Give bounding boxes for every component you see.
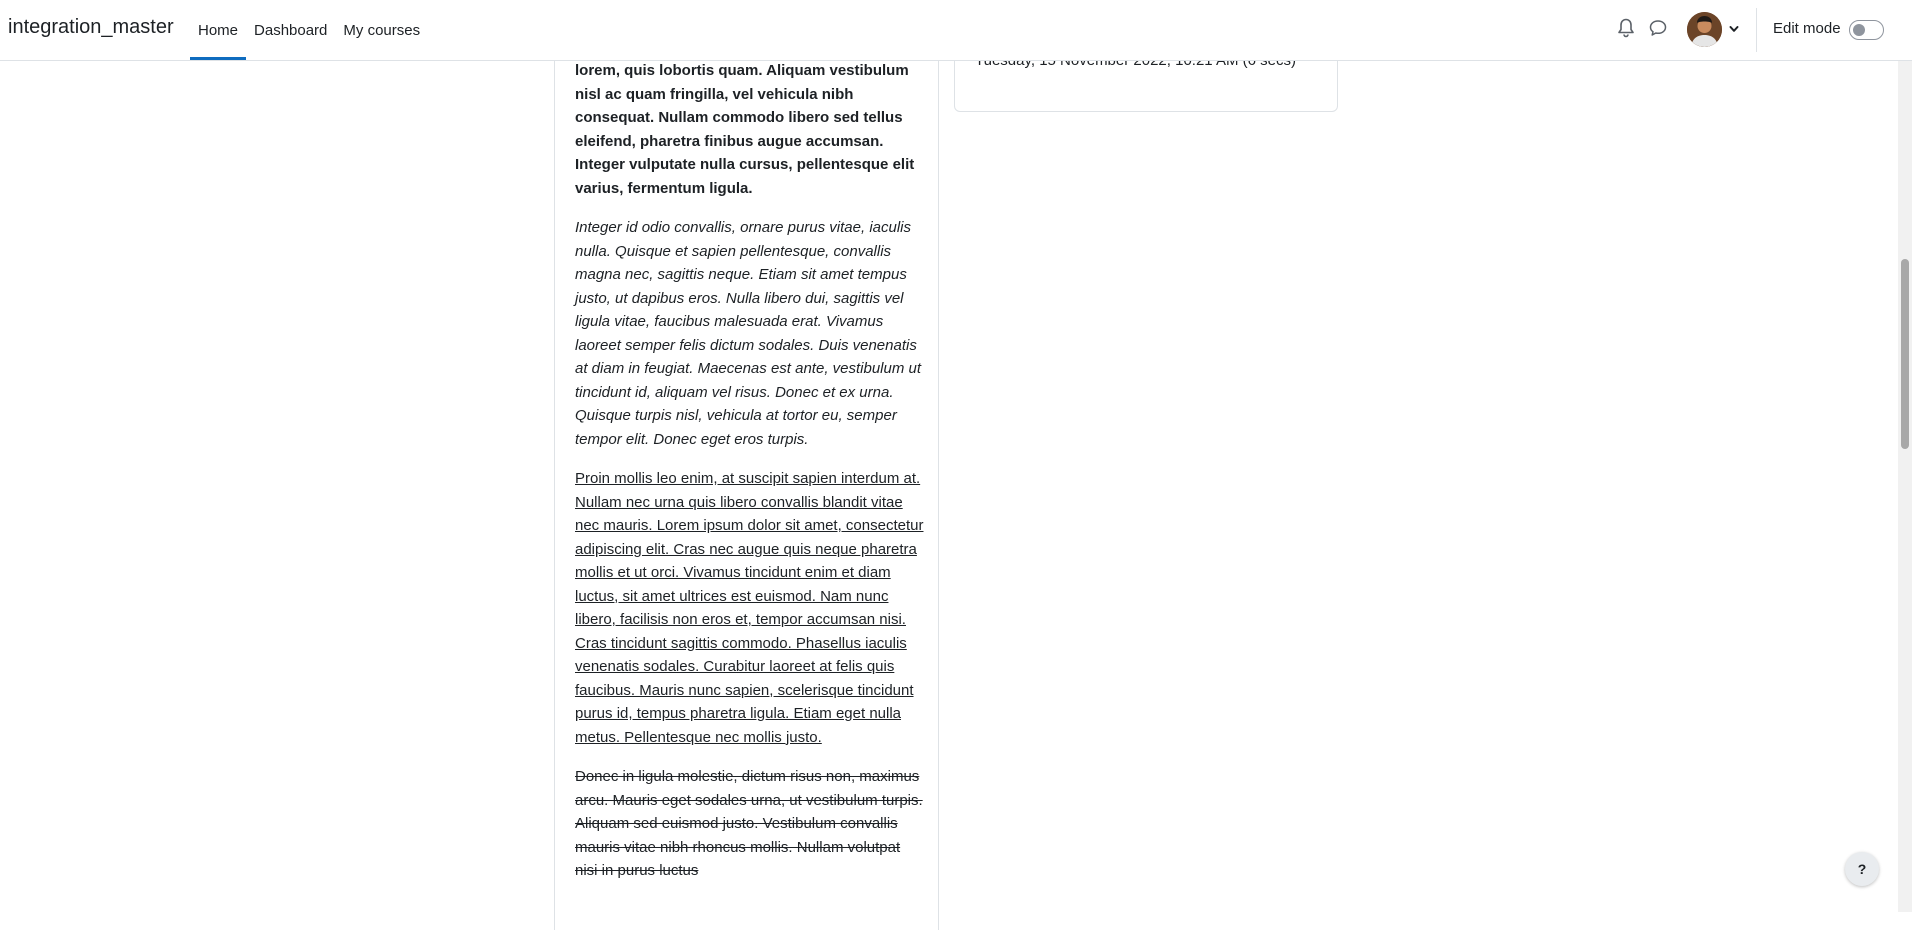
site-brand[interactable]: integration_master bbox=[8, 16, 174, 38]
primary-navigation bbox=[190, 0, 428, 60]
top-navbar bbox=[0, 0, 1912, 61]
help-button[interactable]: ? bbox=[1845, 852, 1879, 886]
scrollbar-thumb[interactable] bbox=[1901, 259, 1909, 449]
nav-link-home[interactable]: Home bbox=[190, 0, 246, 60]
message-icon[interactable] bbox=[1649, 19, 1667, 37]
navbar-divider bbox=[1756, 8, 1757, 52]
edit-mode-label: Edit mode bbox=[1773, 20, 1841, 37]
post-paragraph-bold: lorem, quis lobortis quam. Aliquam vestibulum nisl ac quam fringilla, vel vehicula nibh consequat. Nullam commodo libero sed tellus eleifend, pharetra finibus augue accumsan. Integer vulputate nulla cursus, pellentesque elit varius, fermentum ligula. bbox=[575, 62, 915, 197]
edit-mode-toggle[interactable] bbox=[1849, 20, 1884, 40]
nav-link-my-courses[interactable]: My courses bbox=[343, 21, 421, 39]
nav-link-dashboard[interactable]: Dashboard bbox=[254, 21, 328, 39]
post-paragraph-underline: Proin mollis leo enim, at suscipit sapien interdum at. Nullam nec urna quis libero convallis blandit vitae nec mauris. Lorem ipsum dolor sit amet, consectetur adipiscing elit. Cras nec augue quis neque pharetra mollis et ut orci. Vivamus tincidunt enim et diam luctus, sit amet ultrices est euismod. Nam nunc libero, facilisis non eros et, tempor accumsan nisi. Cras tincidunt sagittis commodo. Phasellus iaculis venenatis sodales. Curabitur laoreet at felis quis faucibus. Mauris nunc sapien, scelerisque tincidunt purus id, tempus pharetra ligula. Etiam eget nulla metus. Pellentesque nec mollis justo. bbox=[575, 470, 924, 746]
toggle-knob bbox=[1853, 24, 1865, 36]
bell-icon[interactable] bbox=[1617, 18, 1635, 38]
post-paragraph-strikethrough: Donec in ligula molestie, dictum risus non, maximus arcu. Mauris eget sodales urna, ut vestibulum turpis. Aliquam sed euismod justo. Vestibulum convallis mauris vitae nibh rhoncus mollis. Nullam volutpat nisi in purus luctus bbox=[575, 768, 923, 879]
chevron-down-icon[interactable] bbox=[1728, 23, 1740, 35]
page-scrollbar[interactable] bbox=[1898, 61, 1912, 912]
post-paragraph-italic: Integer id odio convallis, ornare purus vitae, iaculis nulla. Quisque et sapien pellentesque, convallis magna nec, sagittis neque. Etiam sit amet tempus justo, ut dapibus eros. Nulla libero dui, sagittis vel ligula vitae, faucibus malesuada erat. Vivamus laoreet semper felis dictum sodales. Duis venenatis at diam in feugiat. Maecenas est ante, vestibulum ut tincidunt id, aliquam vel risus. Donec et ex urna. Quisque turpis nisl, vehicula at tortor eu, semper tempor elit. Donec eget eros turpis. bbox=[575, 219, 922, 448]
avatar[interactable] bbox=[1687, 12, 1722, 47]
post-content-column bbox=[554, 30, 939, 930]
post-body bbox=[575, 59, 925, 899]
